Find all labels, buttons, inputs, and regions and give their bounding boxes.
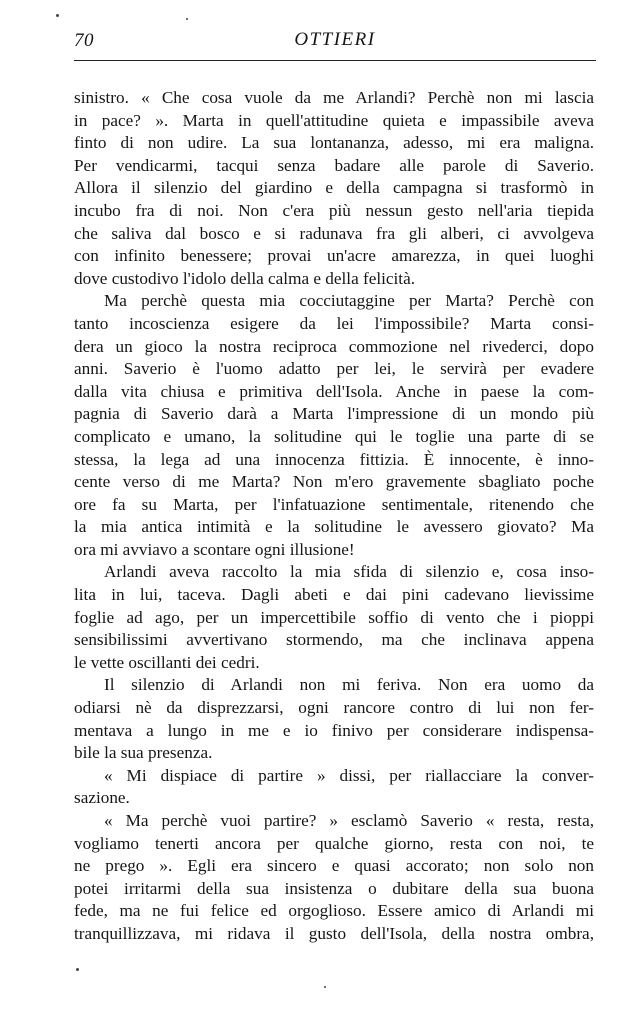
- text-line: mentava a lungo in me e io finivo per considerare indispensa-: [74, 720, 594, 740]
- text-line: dalla vita chiusa e primitiva dell'Isola. Anche in paese la com-: [74, 381, 594, 401]
- body-text: [74, 87, 594, 946]
- text-line: Arlandi aveva raccolto la mia sfida di silenzio e, cosa inso-: [104, 562, 594, 582]
- text-line: sinistro. « Che cosa vuole da me Arlandi? Perchè non mi lascia: [74, 88, 594, 107]
- text-line: ora mi avviavo a scontare ogni illusione!: [74, 539, 355, 559]
- text-line: « Mi dispiace di partire » dissi, per riallacciare la conver-: [104, 765, 594, 785]
- page-header: [74, 28, 596, 58]
- text-line: foglie ad ago, per un impercettibile soffio di vento che i pioppi: [74, 607, 594, 627]
- text-line: Allora il silenzio del giardino e della campagna si trasformò in: [74, 178, 594, 198]
- text-line: tanto incoscienza esigere da lei l'impossibile? Marta consi-: [74, 313, 594, 333]
- scan-speck: [76, 968, 79, 971]
- text-line: odiarsi nè da disprezzarsi, ogni rancore contro di lui non fer-: [74, 698, 594, 718]
- text-line: complicato e umano, la solitudine qui le toglie una parte di se: [74, 426, 594, 446]
- header-rule: [74, 60, 596, 61]
- text-line: ore fa su Marta, per l'infatuazione sentimentale, ritenendo che: [74, 494, 594, 514]
- text-line: dove custodivo l'idolo della calma e della felicità.: [74, 268, 415, 288]
- text-line: tranquillizzava, mi ridava il gusto dell'Isola, della nostra ombra,: [74, 923, 594, 943]
- scan-speck: [56, 14, 59, 17]
- text-line: le vette oscillanti dei cedri.: [74, 652, 260, 672]
- scan-speck: [324, 986, 326, 988]
- text-line: con infinito benessere; provai un'acre amarezza, in quei luoghi: [74, 246, 594, 266]
- text-line: vogliamo tenerti ancora per qualche giorno, resta con noi, te: [74, 833, 594, 853]
- text-line: che saliva dal bosco e si radunava fra gli alberi, ci avvolgeva: [74, 223, 594, 243]
- text-line: Ma perchè questa mia cocciutaggine per Marta? Perchè con: [104, 291, 594, 311]
- text-line: potei irritarmi della sua insistenza o dubitare della sua buona: [74, 878, 594, 898]
- text-line: lita in lui, taceva. Dagli abeti e dai pini cadevano lievissime: [74, 585, 594, 605]
- running-title: OTTIERI: [294, 29, 376, 50]
- text-line: Per vendicarmi, tacqui senza badare alle parole di Saverio.: [74, 155, 594, 175]
- text-line: incubo fra di noi. Non c'era più nessun gesto nell'aria tiepida: [74, 200, 594, 220]
- text-line: la mia antica intimità e la solitudine le avessero giovato? Ma: [74, 517, 594, 537]
- text-line: ne prego ». Egli era sincero e quasi accorato; non solo non: [74, 856, 594, 876]
- text-line: bile la sua presenza.: [74, 743, 213, 763]
- text-line: anni. Saverio è l'uomo adatto per lei, le servirà per evadere: [74, 359, 594, 379]
- text-line: dera un gioco la nostra reciproca commozione nel rivederci, dopo: [74, 336, 594, 356]
- text-line: Il silenzio di Arlandi non mi feriva. Non era uomo da: [104, 675, 594, 695]
- text-line: stessa, la lega ad una innocenza fittizia. È innocente, è inno-: [74, 449, 594, 469]
- page-number: 70: [74, 30, 94, 51]
- text-line: « Ma perchè vuoi partire? » esclamò Saverio « resta, resta,: [104, 811, 594, 830]
- scan-speck: [186, 18, 188, 20]
- text-line: fede, ma ne fui felice ed orgoglioso. Essere amico di Arlandi mi: [74, 901, 594, 921]
- text-line: sensibilissimi avvertivano stormendo, ma che inclinava appena: [74, 630, 594, 650]
- text-line: cente verso di me Marta? Non m'ero gravemente sbagliato poche: [74, 472, 594, 492]
- text-line: sazione.: [74, 788, 130, 808]
- text-line: pagnia di Saverio darà a Marta l'impressione di un mondo più: [74, 404, 594, 424]
- text-line: in pace? ». Marta in quell'attitudine quieta e impassibile aveva: [74, 110, 594, 130]
- text-line: finto di non udire. La sua lontananza, adesso, mi era maligna.: [74, 133, 594, 153]
